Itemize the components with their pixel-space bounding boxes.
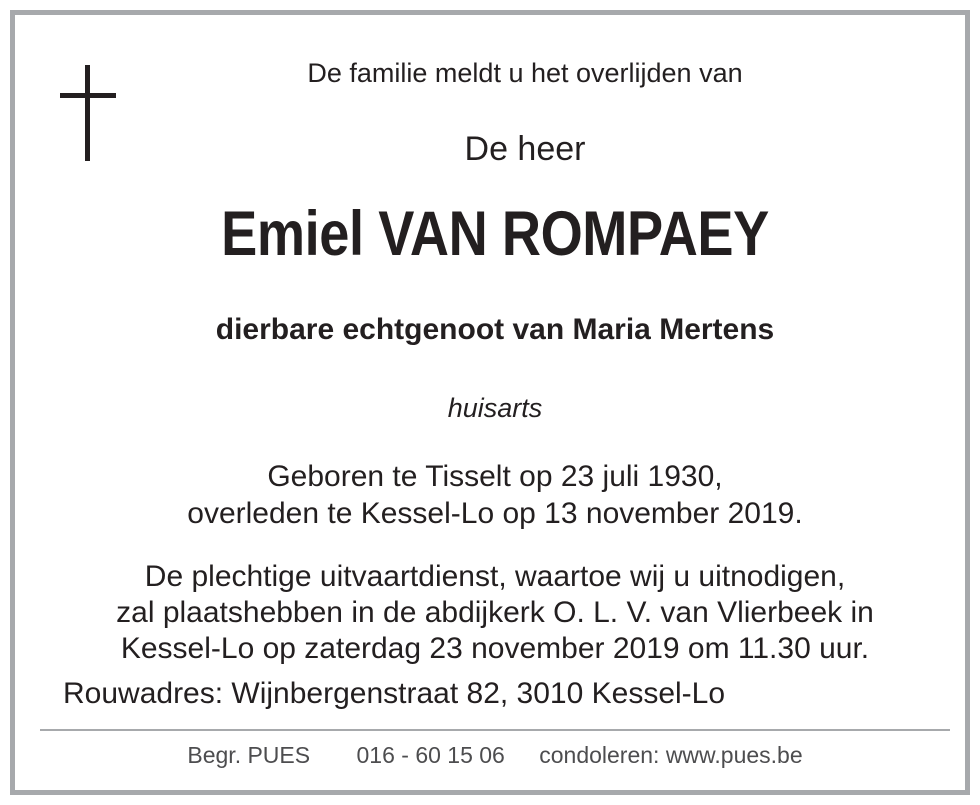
undertaker-name: Begr. PUES <box>187 742 311 768</box>
salutation: De heer <box>464 130 586 168</box>
condolences-link[interactable]: condoleren: www.pues.be <box>539 742 803 768</box>
service-line: Kessel-Lo op zaterdag 23 november 2019 om 11.30 uur. <box>120 632 870 665</box>
undertaker-phone: 016 - 60 15 06 <box>356 742 505 768</box>
footer-divider <box>40 729 950 731</box>
death-line: overleden te Kessel-Lo op 13 november 2019. <box>187 497 803 530</box>
profession: huisarts <box>447 393 543 423</box>
service-line: zal plaatshebben in de abdijkerk O. L. V. van Vlierbeek in <box>116 596 874 629</box>
service-line: De plechtige uitvaartdienst, waartoe wij u uitnodigen, <box>144 560 846 593</box>
spouse-line: dierbare echtgenoot van Maria Mertens <box>215 313 775 346</box>
birth-line: Geboren te Tisselt op 23 juli 1930, <box>267 460 723 493</box>
death-notice-frame <box>10 10 970 795</box>
footer <box>15 742 975 769</box>
mourning-address: Rouwadres: Wijnbergenstraat 82, 3010 Kessel-Lo <box>63 677 726 710</box>
deceased-name: Emiel VAN ROMPAEY <box>221 199 769 269</box>
intro-text: De familie meldt u het overlijden van <box>307 58 743 88</box>
